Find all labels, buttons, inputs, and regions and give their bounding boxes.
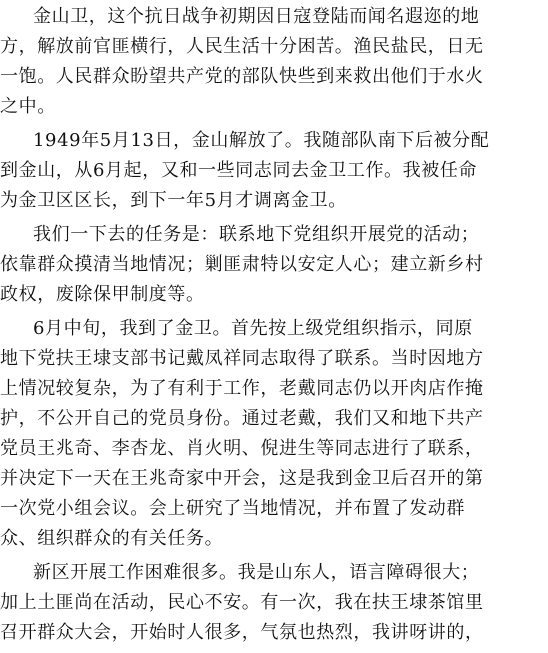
text-line: 召开群众大会，开始时人很多，气氛也热烈，我讲呀讲的，: [0, 622, 484, 643]
text-line: 政权，废除保甲制度等。: [0, 284, 205, 305]
text-line: 并决定下一天在王兆奇家中开会，这是我到金卫后召开的第: [0, 468, 484, 489]
text-line: 金山卫，这个抗日战争初期因日寇登陆而闻名遐迩的地: [33, 6, 480, 27]
text-line: 一次党小组会议。会上研究了当地情况，并布置了发动群: [0, 498, 465, 519]
text-line: 护，不公开自己的党员身份。通过老戴，我们又和地下共产: [0, 408, 484, 429]
text-line: 党员王兆奇、李杏龙、肖火明、倪进生等同志进行了联系，: [0, 438, 484, 459]
text-line: 众、组织群众的有关任务。: [0, 528, 224, 549]
text-line: 之中。: [0, 96, 56, 117]
text-line: 地下党扶王埭支部书记戴凤祥同志取得了联系。当时因地方: [0, 348, 484, 369]
text-line: 依靠群众摸清当地情况；剿匪肃特以安定人心；建立新乡村: [0, 254, 484, 275]
text-line: 6月中旬，我到了金卫。首先按上级党组织指示，同原: [33, 318, 473, 339]
text-line: 到金山，从6月起，又和一些同志同去金卫工作。我被任命: [0, 160, 478, 181]
text-line: 方，解放前官匪横行，人民生活十分困苦。渔民盐民，日无: [0, 36, 484, 57]
text-line: 上情况较复杂，为了有利于工作，老戴同志仍以开肉店作掩: [0, 378, 484, 399]
text-line: 1949年5月13日，金山解放了。我随部队南下后被分配: [33, 130, 490, 151]
text-line: 一饱。人民群众盼望共产党的部队快些到来救出他们于水火: [0, 66, 484, 87]
text-line: 新区开展工作困难很多。我是山东人，语言障碍很大；: [33, 562, 480, 583]
text-line: 加上土匪尚在活动，民心不安。有一次，我在扶王埭茶馆里: [0, 592, 484, 613]
text-line: 我们一下去的任务是：联系地下党组织开展党的活动；: [33, 224, 480, 245]
text-line: 为金卫区区长，到下一年5月才调离金卫。: [0, 190, 347, 211]
